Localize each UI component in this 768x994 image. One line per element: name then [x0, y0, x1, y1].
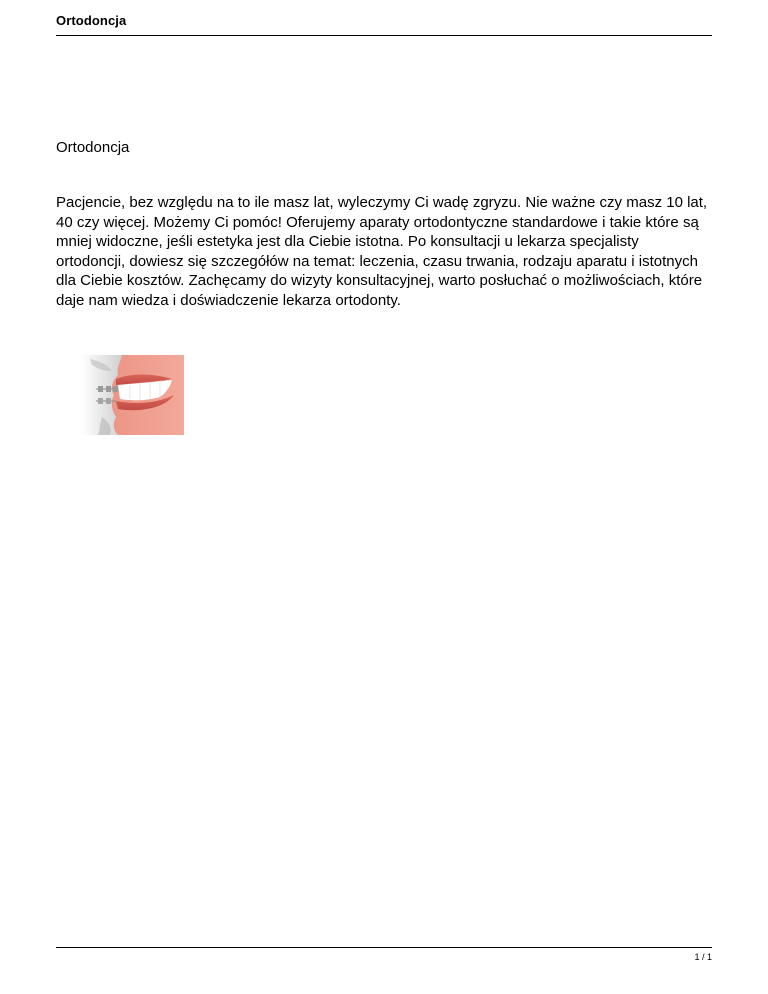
article-body: Pacjencie, bez względu na to ile masz lat, wyleczymy Ci wadę zgryzu. Nie ważne czy masz 10 lat, 40 czy więcej. Możemy Ci pomóc! Oferujemy aparaty ortodontyczne standardowe i takie które są mniej widoczne, jeśli estetyka jest dla Ciebie istotna. Po konsultacji u lekarza specjalisty ortodoncji, dowiesz się szczegółów na temat: leczenia, czasu trwania, rodzaju aparatu i istotnych dla Ciebie kosztów. Zachęcamy do wizyty konsultacyjnej, warto posłuchać o możliwościach, które daje nam wiedza i doświadczenie lekarza ortodonty. [56, 194, 708, 309]
page-header [56, 12, 712, 36]
orthodontic-braces-image [82, 355, 184, 435]
page-header-title: Ortodoncja [56, 13, 127, 28]
article-title: Ortodoncja [56, 139, 130, 156]
page-number: 1 / 1 [694, 952, 712, 962]
page-footer [56, 947, 712, 962]
